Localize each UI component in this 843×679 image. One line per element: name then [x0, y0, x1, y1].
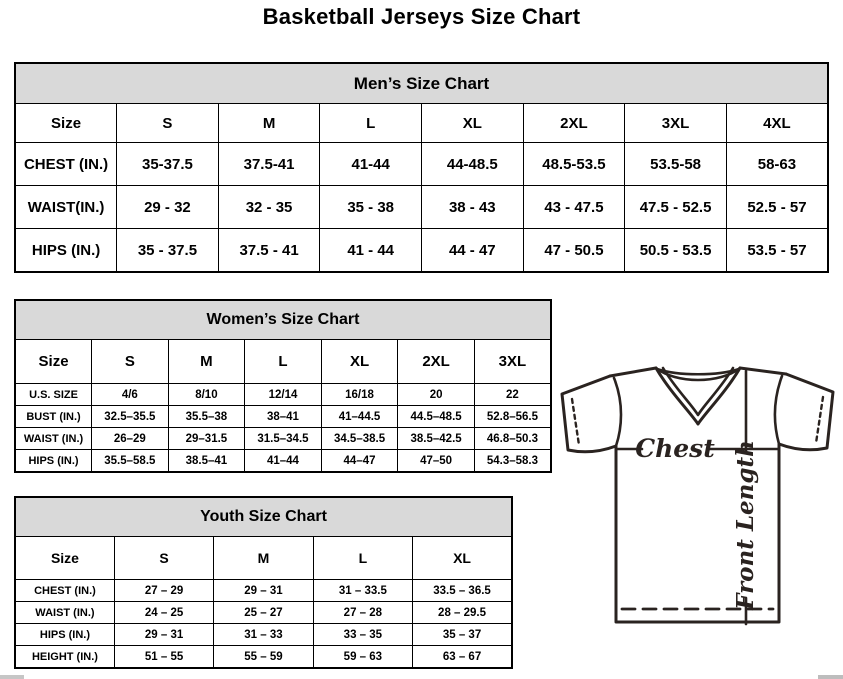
youth-size-value: 31 – 33 — [214, 624, 313, 646]
men-row-label: CHEST (IN.) — [15, 143, 117, 186]
women-size-value: 22 — [474, 384, 551, 406]
youth-size-value: 29 – 31 — [114, 624, 213, 646]
mens-size-table — [14, 62, 829, 273]
womens-size-chart-section — [14, 299, 552, 473]
women-column-header: Size — [15, 340, 92, 384]
men-size-value: 38 - 43 — [422, 186, 524, 229]
women-table-title: Women’s Size Chart — [15, 300, 551, 340]
chest-label: Chest — [635, 434, 715, 463]
women-size-value: 4/6 — [92, 384, 169, 406]
men-size-value: 35-37.5 — [117, 143, 219, 186]
jersey-collar — [656, 368, 740, 424]
youth-size-value: 29 – 31 — [214, 580, 313, 602]
page-title: Basketball Jerseys Size Chart — [262, 4, 581, 29]
jersey-left-sleeve — [562, 376, 616, 452]
women-size-value: 35.5–38 — [168, 406, 245, 428]
women-column-header: M — [168, 340, 245, 384]
men-size-value: 37.5 - 41 — [218, 229, 320, 273]
jersey-right-sleeve — [779, 374, 833, 450]
youth-size-value: 59 – 63 — [313, 646, 412, 669]
men-column-header: 4XL — [726, 104, 828, 143]
men-size-value: 41 - 44 — [320, 229, 422, 273]
mens-size-chart-section — [14, 62, 829, 273]
youth-size-value: 25 – 27 — [214, 602, 313, 624]
women-size-value: 38.5–42.5 — [398, 428, 475, 450]
youth-column-header: XL — [413, 537, 512, 580]
youth-size-value: 63 – 67 — [413, 646, 512, 669]
youth-row-label: HIPS (IN.) — [15, 624, 114, 646]
front-length-label: Front Length — [732, 440, 759, 610]
women-size-value: 41–44.5 — [321, 406, 398, 428]
youth-size-chart-section — [14, 496, 513, 669]
women-size-value: 38–41 — [245, 406, 322, 428]
women-column-header: S — [92, 340, 169, 384]
youth-size-value: 33 – 35 — [313, 624, 412, 646]
youth-row-label: HEIGHT (IN.) — [15, 646, 114, 669]
women-column-header: 2XL — [398, 340, 475, 384]
men-row-label: HIPS (IN.) — [15, 229, 117, 273]
youth-column-header: M — [214, 537, 313, 580]
youth-size-value: 33.5 – 36.5 — [413, 580, 512, 602]
men-row-label: WAIST(IN.) — [15, 186, 117, 229]
women-size-value: 41–44 — [245, 450, 322, 473]
women-row-label: U.S. SIZE — [15, 384, 92, 406]
men-column-header: 2XL — [523, 104, 625, 143]
men-column-header: Size — [15, 104, 117, 143]
youth-table-row — [15, 624, 512, 646]
men-size-value: 47.5 - 52.5 — [625, 186, 727, 229]
men-column-header: M — [218, 104, 320, 143]
women-table-row — [15, 384, 551, 406]
women-size-value: 29–31.5 — [168, 428, 245, 450]
women-size-value: 32.5–35.5 — [92, 406, 169, 428]
women-size-value: 16/18 — [321, 384, 398, 406]
youth-size-value: 31 – 33.5 — [313, 580, 412, 602]
youth-size-value: 55 – 59 — [214, 646, 313, 669]
women-row-label: BUST (IN.) — [15, 406, 92, 428]
youth-table-row — [15, 646, 512, 669]
women-size-value: 34.5–38.5 — [321, 428, 398, 450]
women-size-value: 12/14 — [245, 384, 322, 406]
youth-size-value: 51 – 55 — [114, 646, 213, 669]
men-table-title: Men’s Size Chart — [15, 63, 828, 104]
youth-column-header: Size — [15, 537, 114, 580]
women-size-value: 44.5–48.5 — [398, 406, 475, 428]
youth-row-label: CHEST (IN.) — [15, 580, 114, 602]
women-size-value: 46.8–50.3 — [474, 428, 551, 450]
youth-size-value: 27 – 29 — [114, 580, 213, 602]
youth-size-value: 24 – 25 — [114, 602, 213, 624]
scrollbar-fragment-right — [818, 675, 843, 679]
men-size-value: 35 - 37.5 — [117, 229, 219, 273]
men-size-value: 52.5 - 57 — [726, 186, 828, 229]
womens-size-table — [14, 299, 552, 473]
men-column-header: L — [320, 104, 422, 143]
men-size-value: 32 - 35 — [218, 186, 320, 229]
women-size-value: 8/10 — [168, 384, 245, 406]
youth-size-value: 35 – 37 — [413, 624, 512, 646]
scrollbar-fragment-left — [0, 675, 24, 679]
youth-column-header: L — [313, 537, 412, 580]
women-table-row — [15, 406, 551, 428]
men-size-value: 37.5-41 — [218, 143, 320, 186]
men-size-value: 44-48.5 — [422, 143, 524, 186]
women-size-value: 31.5–34.5 — [245, 428, 322, 450]
women-size-value: 38.5–41 — [168, 450, 245, 473]
youth-table-title: Youth Size Chart — [15, 497, 512, 537]
men-size-value: 58-63 — [726, 143, 828, 186]
women-size-value: 47–50 — [398, 450, 475, 473]
women-table-row — [15, 428, 551, 450]
men-size-value: 53.5 - 57 — [726, 229, 828, 273]
left-cuff-seam-dashed-line — [572, 399, 579, 445]
youth-size-table — [14, 496, 513, 669]
men-size-value: 35 - 38 — [320, 186, 422, 229]
jersey-measurement-diagram — [552, 358, 837, 663]
men-column-header: S — [117, 104, 219, 143]
women-size-value: 35.5–58.5 — [92, 450, 169, 473]
women-row-label: HIPS (IN.) — [15, 450, 92, 473]
women-size-value: 52.8–56.5 — [474, 406, 551, 428]
women-column-header: L — [245, 340, 322, 384]
men-size-value: 47 - 50.5 — [523, 229, 625, 273]
men-table-row — [15, 143, 828, 186]
men-size-value: 29 - 32 — [117, 186, 219, 229]
women-size-value: 26–29 — [92, 428, 169, 450]
right-cuff-seam-dashed-line — [816, 397, 823, 443]
men-table-row — [15, 186, 828, 229]
men-size-value: 53.5-58 — [625, 143, 727, 186]
men-column-header: XL — [422, 104, 524, 143]
men-size-value: 43 - 47.5 — [523, 186, 625, 229]
women-size-value: 54.3–58.3 — [474, 450, 551, 473]
women-size-value: 20 — [398, 384, 475, 406]
women-size-value: 44–47 — [321, 450, 398, 473]
youth-size-value: 27 – 28 — [313, 602, 412, 624]
women-row-label: WAIST (IN.) — [15, 428, 92, 450]
women-column-header: 3XL — [474, 340, 551, 384]
youth-row-label: WAIST (IN.) — [15, 602, 114, 624]
youth-size-value: 28 – 29.5 — [413, 602, 512, 624]
youth-table-row — [15, 580, 512, 602]
men-size-value: 44 - 47 — [422, 229, 524, 273]
youth-column-header: S — [114, 537, 213, 580]
men-size-value: 41-44 — [320, 143, 422, 186]
men-size-value: 50.5 - 53.5 — [625, 229, 727, 273]
youth-table-row — [15, 602, 512, 624]
men-size-value: 48.5-53.5 — [523, 143, 625, 186]
men-column-header: 3XL — [625, 104, 727, 143]
men-table-row — [15, 229, 828, 273]
women-table-row — [15, 450, 551, 473]
women-column-header: XL — [321, 340, 398, 384]
